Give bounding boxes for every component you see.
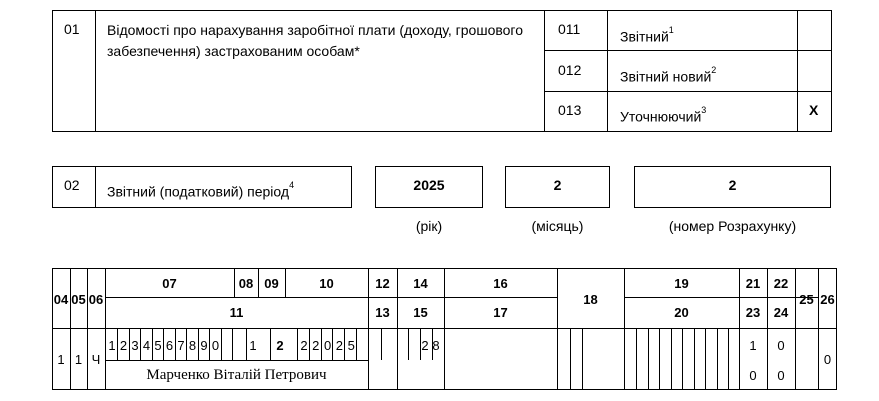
tax-digit-9: 0 xyxy=(211,338,220,353)
cell-divider xyxy=(659,328,660,390)
col-08-header: 08 xyxy=(238,276,254,291)
col-25-header: 25 xyxy=(799,292,814,307)
divider xyxy=(95,166,96,208)
divider xyxy=(795,268,796,390)
divider xyxy=(544,10,545,132)
row-col-06[interactable]: Ч xyxy=(91,352,101,367)
full-name[interactable]: Марченко Віталій Петрович xyxy=(146,367,327,383)
col-24-header: 24 xyxy=(773,305,789,320)
divider xyxy=(544,91,832,92)
col-22-header: 22 xyxy=(773,276,789,291)
period-label: Звітний (податковий) період$^4$ xyxy=(107,180,295,200)
tax-digit-6: 7 xyxy=(177,338,185,353)
divider xyxy=(544,50,832,51)
row-col-05[interactable]: 1 xyxy=(74,352,83,367)
col-14-header: 14 xyxy=(413,276,428,291)
cell-divider xyxy=(728,328,729,390)
year-value: 2025 xyxy=(413,177,445,193)
col-04-header: 04 xyxy=(53,292,69,307)
section-01-title: Відомості про нарахування заробітної плати (доходу, грошового забезпечення) застрахованим особам* xyxy=(107,22,524,59)
col-13-header: 13 xyxy=(375,305,390,320)
cell-divider xyxy=(717,328,718,390)
divider xyxy=(87,268,88,390)
col-15-header: 15 xyxy=(413,305,428,320)
divider xyxy=(624,297,818,298)
col-16-header: 16 xyxy=(493,276,508,291)
col-23-header: 23 xyxy=(745,305,761,320)
section-01-code: 01 xyxy=(64,21,80,37)
tax-digit-2: 3 xyxy=(131,338,139,353)
number-value: 2 xyxy=(728,177,737,193)
divider xyxy=(95,10,96,132)
col-14-digit-0: 2 xyxy=(421,338,429,353)
cell-divider xyxy=(582,328,583,390)
row-col-04[interactable]: 1 xyxy=(57,352,65,367)
cell-divider xyxy=(408,328,409,360)
option-013-code: 013 xyxy=(558,102,582,118)
col-07-header: 07 xyxy=(162,276,177,291)
option-011-code: 011 xyxy=(558,21,581,37)
row-col-24[interactable]: 0 xyxy=(777,368,785,383)
col-05-header: 05 xyxy=(71,292,86,307)
divider xyxy=(557,268,558,390)
tax-digit-7: 8 xyxy=(188,338,197,353)
cell-divider xyxy=(636,328,637,390)
col-14-digit-1: 8 xyxy=(432,338,440,353)
divider xyxy=(105,297,557,298)
cell-divider xyxy=(682,328,683,390)
divider xyxy=(797,10,798,132)
row-col-08[interactable]: 1 xyxy=(249,338,257,353)
col-10-digit-1: 2 xyxy=(312,338,320,353)
cell-divider xyxy=(381,328,382,360)
option-012-code: 012 xyxy=(558,62,582,78)
cell-divider xyxy=(648,328,649,390)
col-10-digit-4: 5 xyxy=(347,338,355,353)
divider xyxy=(70,268,71,390)
col-21-header: 21 xyxy=(745,276,761,291)
col-11-header: 11 xyxy=(229,305,244,320)
col-12-header: 12 xyxy=(375,276,390,291)
divider xyxy=(607,10,608,132)
option-013-label: Уточнюючий$^3$ xyxy=(620,105,707,125)
cell-divider xyxy=(694,328,695,390)
section-02-code: 02 xyxy=(64,177,80,193)
month-caption: (місяць) xyxy=(531,218,584,234)
year-caption: (рік) xyxy=(415,218,443,234)
row-col-22[interactable]: 0 xyxy=(777,338,785,353)
col-10-header: 10 xyxy=(319,276,334,291)
row-col-09[interactable]: 2 xyxy=(276,338,284,353)
option-013-mark[interactable]: X xyxy=(809,102,819,118)
option-011-label: Звітний$^1$ xyxy=(620,25,674,45)
col-20-header: 20 xyxy=(674,305,689,320)
col-19-header: 19 xyxy=(674,276,689,291)
col-06-header: 06 xyxy=(88,292,104,307)
cell-divider xyxy=(570,328,571,390)
cell-divider xyxy=(671,328,672,390)
divider xyxy=(818,268,819,390)
cell-divider xyxy=(270,328,271,360)
tax-digit-5: 6 xyxy=(165,338,174,353)
option-012-label: Звітний новий$^2$ xyxy=(620,65,717,85)
tax-digit-4: 5 xyxy=(154,338,162,353)
col-10-digit-3: 2 xyxy=(335,338,343,353)
cell-divider xyxy=(368,328,369,360)
cell-divider xyxy=(705,328,706,390)
row-col-26[interactable]: 0 xyxy=(823,352,832,367)
tax-digit-1: 2 xyxy=(119,338,128,353)
month-value: 2 xyxy=(553,177,562,193)
col-10-digit-0: 2 xyxy=(300,338,308,353)
cell-divider xyxy=(232,328,233,360)
col-09-header: 09 xyxy=(264,276,279,291)
tax-digit-0: 1 xyxy=(108,338,116,353)
col-26-header: 26 xyxy=(820,292,835,307)
row-col-21[interactable]: 1 xyxy=(749,338,757,353)
divider xyxy=(105,360,368,361)
tax-digit-3: 4 xyxy=(142,338,151,353)
col-10-digit-2: 0 xyxy=(323,338,332,353)
number-caption: (номер Розрахунку) xyxy=(668,218,797,234)
col-18-header: 18 xyxy=(583,292,598,307)
tax-digit-8: 9 xyxy=(200,338,208,353)
col-17-header: 17 xyxy=(493,305,508,320)
row-col-23[interactable]: 0 xyxy=(749,368,757,383)
